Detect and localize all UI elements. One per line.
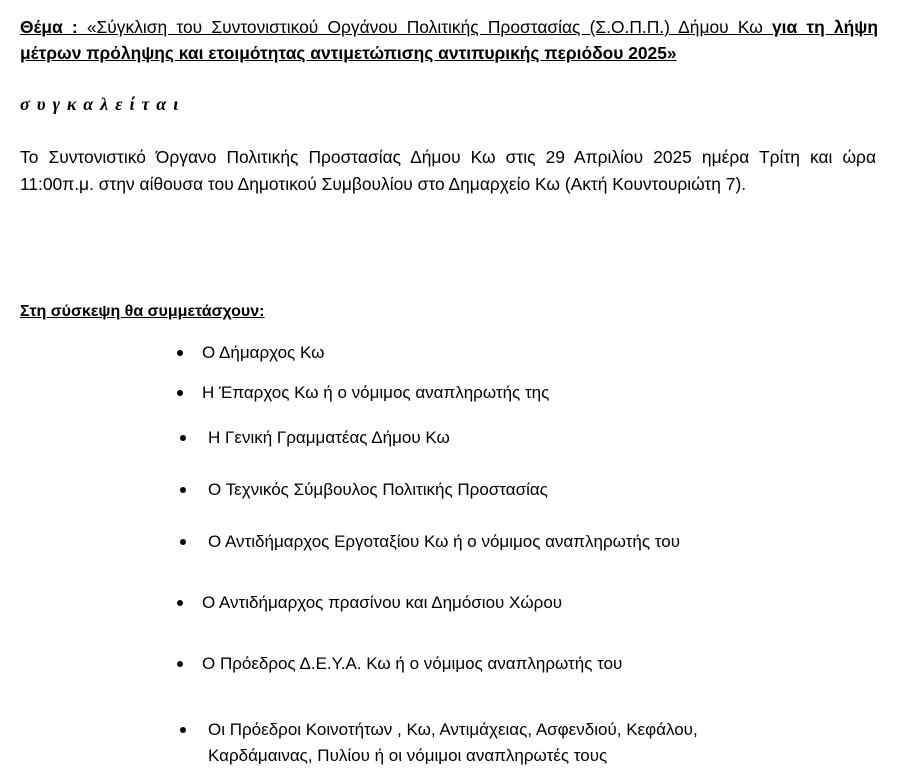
list-item-continuation: Καρδάμαινας, Πυλίου ή οι νόμιμοι αναπληρωτές τους	[208, 746, 608, 765]
convened-heading: συγκαλείται	[20, 94, 186, 114]
meeting-details-paragraph: Το Συντονιστικό Όργανο Πολιτικής Προστασίας Δήμου Κω στις 29 Απριλίου 2025 ημέρα Τρίτη και ώρα 11:00π.μ. στην αίθουσα του Δημοτικού Συμβουλίου στο Δημαρχείο Κω (Ακτή Κουντουριώτη 7).	[20, 147, 876, 194]
bullet-icon	[177, 390, 183, 396]
list-item: Οι Πρόεδροι Κοινοτήτων , Κω, Αντιμάχειας, Ασφενδιού, Κεφάλου,	[208, 720, 698, 739]
bullet-icon	[177, 600, 183, 606]
bullet-icon	[180, 435, 186, 441]
subject-text: «Σύγκλιση του Συντονιστικού Οργάνου Πολιτικής Προστασίας (Σ.Ο.Π.Π.) Δήμου Κω	[77, 17, 772, 37]
bullet-icon	[180, 539, 186, 545]
list-item: Ο Τεχνικός Σύμβουλος Πολιτικής Προστασίας	[208, 480, 548, 499]
list-item: Η Γενική Γραμματέας Δήμου Κω	[208, 428, 450, 447]
list-item: Ο Πρόεδρος Δ.Ε.Υ.Α. Κω ή ο νόμιμος αναπληρωτής του	[202, 654, 623, 673]
subject-paragraph	[20, 14, 878, 66]
bullet-icon	[180, 727, 186, 733]
participants-title: Στη σύσκεψη θα συμμετάσχουν:	[20, 303, 265, 320]
bullet-icon	[177, 661, 183, 667]
list-item: Ο Αντιδήμαρχος πρασίνου και Δημόσιου Χώρου	[202, 593, 563, 612]
subject-text-bold: για τη λήψη μέτρων πρόληψης και ετοιμότητας αντιμετώπισης αντιπυρικής περιόδου 2025»	[20, 17, 878, 63]
bullet-icon	[180, 487, 186, 493]
bullet-icon	[177, 350, 183, 356]
list-item: Ο Αντιδήμαρχος Εργοταξίου Κω ή ο νόμιμος αναπληρωτής του	[208, 532, 680, 551]
list-item: Ο Δήμαρχος Κω	[202, 343, 325, 362]
list-item: Η Έπαρχος Κω ή ο νόμιμος αναπληρωτής της	[202, 383, 550, 402]
subject-label: Θέμα :	[20, 17, 78, 37]
